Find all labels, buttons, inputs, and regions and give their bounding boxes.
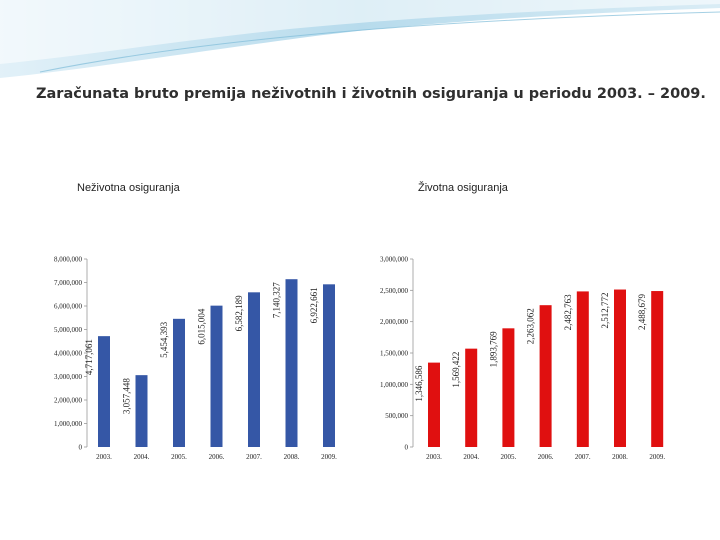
y-tick-label: 2,000,000 (380, 318, 408, 327)
x-tick-label: 2004. (463, 453, 480, 461)
y-tick-label: 5,000,000 (54, 326, 82, 334)
bar (428, 363, 440, 447)
y-tick-label: 0 (78, 443, 82, 452)
data-label: 6,582,189 (234, 295, 244, 332)
y-tick-label: 8,000,000 (54, 255, 82, 264)
data-label: 1,893,769 (488, 331, 499, 368)
x-tick-label: 2004. (133, 453, 150, 461)
slide-title: Zaračunata bruto premija neživotnih i životnih osiguranja u periodu 2003. – 2009. (36, 86, 706, 102)
y-tick-label: 2,000,000 (54, 396, 82, 405)
y-tick-label: 1,000,000 (54, 420, 82, 428)
x-tick-label: 2005. (500, 453, 517, 461)
x-tick-label: 2006. (537, 453, 554, 461)
bar (651, 291, 663, 447)
data-label: 6,922,661 (309, 287, 319, 324)
data-label: 3,057,448 (121, 378, 132, 415)
bar (614, 290, 626, 447)
x-tick-label: 2007. (574, 453, 591, 461)
x-tick-label: 2007. (246, 453, 262, 461)
y-tick-label: 2,500,000 (380, 286, 408, 295)
data-label: 4,717,061 (84, 339, 94, 376)
data-label: 2,512,772 (600, 292, 610, 329)
y-tick-label: 3,000,000 (54, 373, 82, 381)
x-tick-label: 2003. (426, 453, 442, 461)
x-tick-label: 2003. (96, 453, 112, 461)
x-tick-label: 2006. (208, 453, 225, 461)
y-tick-label: 7,000,000 (54, 279, 82, 287)
chart-title-nonlife: Neživotna osiguranja (77, 182, 180, 194)
bar (540, 305, 552, 447)
bar (502, 328, 514, 447)
data-label: 2,488,679 (637, 294, 648, 331)
data-label: 2,263,062 (525, 308, 536, 345)
data-label: 7,140,327 (271, 282, 282, 319)
data-label: 1,346,586 (414, 365, 424, 402)
bar (577, 291, 589, 447)
x-tick-label: 2009. (649, 453, 666, 461)
data-label: 6,015,004 (196, 308, 207, 345)
bar (465, 349, 477, 447)
y-tick-label: 6,000,000 (54, 302, 82, 311)
data-label: 2,482,763 (562, 294, 573, 331)
data-label: 5,454,393 (159, 321, 169, 358)
x-tick-label: 2008. (283, 453, 300, 461)
x-tick-label: 2008. (612, 453, 628, 461)
y-tick-label: 3,000,000 (380, 255, 408, 264)
y-tick-label: 1,000,000 (380, 380, 408, 389)
data-label: 1,569,422 (451, 351, 462, 388)
y-tick-label: 0 (404, 443, 408, 452)
y-tick-label: 1,500,000 (380, 349, 408, 358)
x-tick-label: 2009. (321, 453, 337, 461)
x-tick-label: 2005. (171, 453, 187, 461)
chart-title-life: Životna osiguranja (418, 182, 508, 194)
y-tick-label: 4,000,000 (54, 349, 82, 358)
y-tick-label: 500,000 (385, 412, 408, 421)
